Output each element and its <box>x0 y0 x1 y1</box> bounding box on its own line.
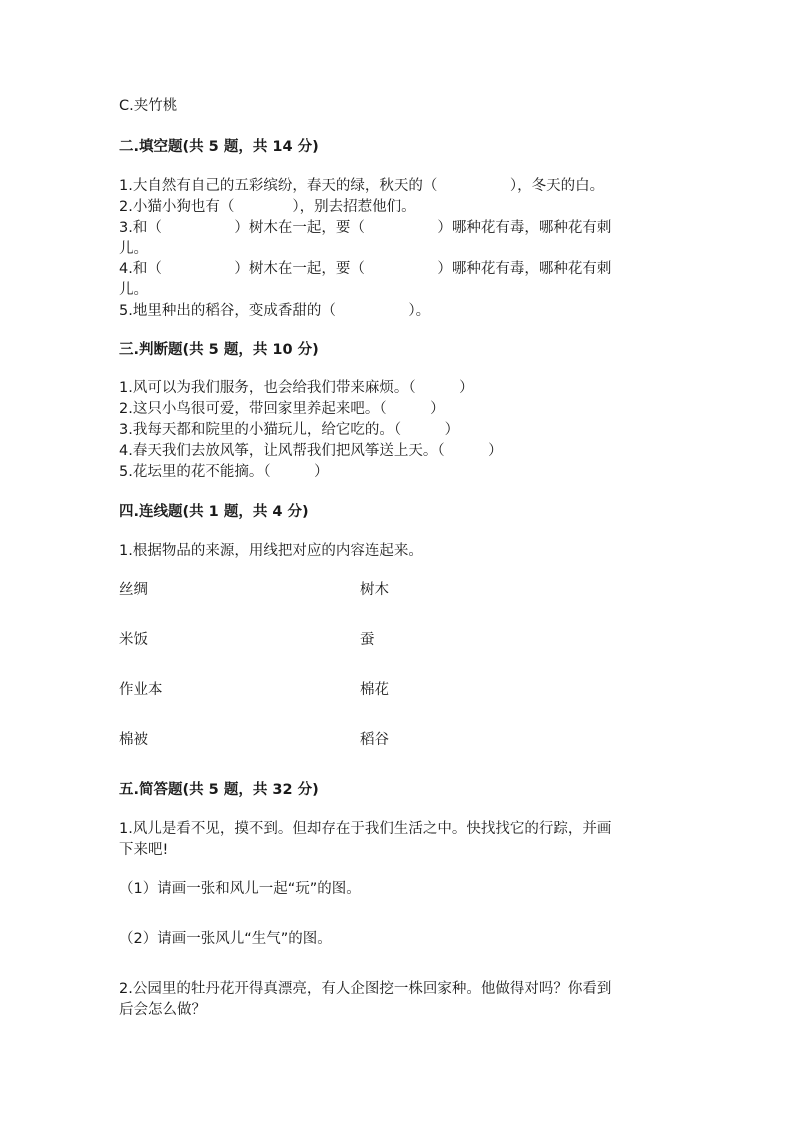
fill-blank-q2: 2.小猫小狗也有（ ），别去招惹他们。 <box>119 199 416 215</box>
matching-right-item: 树木 <box>360 582 389 598</box>
matching-left-item: 作业本 <box>119 682 163 698</box>
fill-blank-q1: 1.大自然有自己的五彩缤纷，春天的绿，秋天的（ ），冬天的白。 <box>119 178 605 194</box>
fill-blank-q4: 4.和（ ）树木在一起，要（ ）哪种花有毒，哪种花有刺 <box>119 261 612 277</box>
short-answer-q1-sub1: （1）请画一张和风儿一起“玩”的图。 <box>119 881 361 897</box>
judge-q1: 1.风可以为我们服务，也会给我们带来麻烦。（ ） <box>119 380 474 396</box>
matching-left-item: 棉被 <box>119 732 148 748</box>
short-answer-q1-sub2: （2）请画一张风儿“生气”的图。 <box>119 931 332 947</box>
fill-blank-q4-cont: 儿。 <box>119 282 148 298</box>
short-answer-q1: 1.风儿是看不见，摸不到。但却存在于我们生活之中。快找找它的行踪，并画 <box>119 821 612 837</box>
matching-right-item: 棉花 <box>360 682 389 698</box>
judge-q4: 4.春天我们去放风筝，让风帮我们把风筝送上天。（ ） <box>119 443 503 459</box>
matching-right-item: 稻谷 <box>360 732 389 748</box>
matching-left-item: 丝绸 <box>119 582 148 598</box>
judge-q5: 5.花坛里的花不能摘。（ ） <box>119 464 329 480</box>
fill-blank-q5: 5.地里种出的稻谷，变成香甜的（ ）。 <box>119 303 431 319</box>
short-answer-q2-cont: 后会怎么做？ <box>119 1002 206 1018</box>
fill-blank-q3: 3.和（ ）树木在一起，要（ ）哪种花有毒，哪种花有刺 <box>119 220 612 236</box>
judge-q3: 3.我每天都和院里的小猫玩儿，给它吃的。（ ） <box>119 422 460 438</box>
section-3-heading: 三.判断题(共 5 题，共 10 分) <box>119 342 319 358</box>
choice-option-c: C.夹竹桃 <box>119 98 178 114</box>
section-4-heading: 四.连线题(共 1 题，共 4 分) <box>119 504 309 520</box>
matching-question: 1.根据物品的来源，用线把对应的内容连起来。 <box>119 543 423 559</box>
short-answer-q2: 2.公园里的牡丹花开得真漂亮，有人企图挖一株回家种。他做得对吗？你看到 <box>119 981 612 997</box>
section-5-heading: 五.简答题(共 5 题，共 32 分) <box>119 782 319 798</box>
judge-q2: 2.这只小鸟很可爱，带回家里养起来吧。（ ） <box>119 401 445 417</box>
fill-blank-q3-cont: 儿。 <box>119 241 148 257</box>
section-2-heading: 二.填空题(共 5 题，共 14 分) <box>119 139 319 155</box>
short-answer-q1-cont: 下来吧! <box>119 842 169 858</box>
matching-right-item: 蚕 <box>360 632 375 648</box>
matching-left-item: 米饭 <box>119 632 148 648</box>
